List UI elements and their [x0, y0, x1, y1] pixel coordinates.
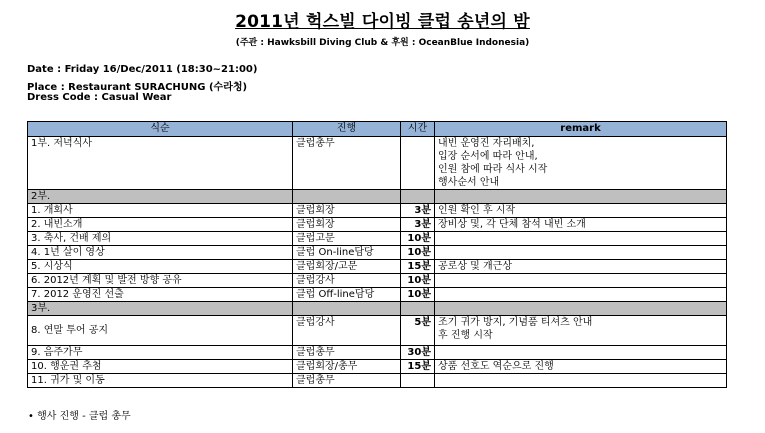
host-cell: 클럽 Off-line담당 — [293, 288, 401, 302]
item-cell: 11. 귀가 및 이동 — [28, 374, 293, 388]
item-cell: 5. 시상식 — [28, 260, 293, 274]
page-title: 2011년 헉스빌 다이빙 클럽 송년의 밤 — [235, 12, 530, 32]
time-cell: 5분 — [401, 316, 435, 346]
time-cell: 10분 — [401, 246, 435, 260]
table-row — [28, 316, 727, 346]
remark-line: 인원 참에 따라 식사 시작 — [438, 164, 548, 175]
remark-cell — [435, 374, 727, 388]
host-cell: 클럽강사 — [293, 316, 401, 346]
host-cell: 클럽회장/고문 — [293, 260, 401, 274]
table-row — [28, 218, 727, 232]
part1-time — [401, 137, 435, 190]
remark-line: 조기 귀가 방지, 기념품 티셔츠 안내 — [438, 317, 593, 328]
host-cell: 클럽총무 — [293, 374, 401, 388]
table-header-row — [28, 122, 727, 137]
host-cell: 클럽회장 — [293, 204, 401, 218]
remark-cell — [435, 246, 727, 260]
remark-cell — [435, 346, 727, 360]
time-cell: 3분 — [401, 204, 435, 218]
item-cell: 3. 축사, 건배 제의 — [28, 232, 293, 246]
remark-line: 내빈 운영진 자리배치, — [438, 138, 535, 149]
table-row — [28, 260, 727, 274]
item-cell: 6. 2012년 계획 및 발전 방향 공유 — [28, 274, 293, 288]
header-time: 시간 — [401, 122, 435, 137]
part2-label: 2부. — [28, 190, 293, 204]
host-cell: 클럽회장 — [293, 218, 401, 232]
item-cell: 9. 음주가무 — [28, 346, 293, 360]
table-row — [28, 274, 727, 288]
time-cell — [401, 374, 435, 388]
section-row-part2 — [28, 190, 727, 204]
part1-remark — [435, 137, 727, 190]
item-cell: 4. 1년 살이 영상 — [28, 246, 293, 260]
host-cell: 클럽총무 — [293, 346, 401, 360]
time-cell: 10분 — [401, 274, 435, 288]
time-cell: 10분 — [401, 232, 435, 246]
item-cell: 2. 내빈소개 — [28, 218, 293, 232]
remark-line: 행사순서 안내 — [438, 177, 500, 188]
host-cell: 클럽회장/총무 — [293, 360, 401, 374]
part3-label: 3부. — [28, 302, 293, 316]
header-host: 진행 — [293, 122, 401, 137]
table-row — [28, 360, 727, 374]
footer-note: • 행사 진행 - 클럽 총무 — [28, 411, 131, 422]
time-cell: 30분 — [401, 346, 435, 360]
table-row — [28, 246, 727, 260]
event-date: Date : Friday 16/Dec/2011 (18:30~21:00) — [27, 64, 258, 75]
item-cell: 10. 행운권 추첨 — [28, 360, 293, 374]
remark-cell — [435, 232, 727, 246]
time-cell: 10분 — [401, 288, 435, 302]
table-row — [28, 204, 727, 218]
time-cell: 3분 — [401, 218, 435, 232]
remark-cell — [435, 316, 727, 346]
time-cell: 15분 — [401, 260, 435, 274]
item-cell: 8. 연말 투어 공지 — [28, 316, 293, 346]
remark-cell: 인원 확인 후 시작 — [435, 204, 727, 218]
remark-cell — [435, 288, 727, 302]
event-place: Place : Restaurant SURACHUNG (수라청) — [27, 82, 248, 93]
host-cell: 클럽강사 — [293, 274, 401, 288]
header-order: 식순 — [28, 122, 293, 137]
remark-line: 후 진행 시작 — [438, 330, 493, 341]
table-row — [28, 232, 727, 246]
section-row-part3 — [28, 302, 727, 316]
program-table — [27, 121, 727, 388]
part1-label: 1부. 저녁식사 — [28, 137, 293, 190]
remark-cell: 상품 선호도 역순으로 진행 — [435, 360, 727, 374]
table-row — [28, 288, 727, 302]
item-cell: 7. 2012 운영진 선출 — [28, 288, 293, 302]
remark-line: 입장 순서에 따라 안내, — [438, 151, 538, 162]
remark-cell: 공로상 및 개근상 — [435, 260, 727, 274]
time-cell: 15분 — [401, 360, 435, 374]
host-cell: 클럽고문 — [293, 232, 401, 246]
item-cell: 1. 개회사 — [28, 204, 293, 218]
table-row — [28, 374, 727, 388]
page-subtitle: (주관 : Hawksbill Diving Club & 후원 : OceanBlue Indonesia) — [235, 38, 530, 48]
table-row — [28, 346, 727, 360]
dress-code: Dress Code : Casual Wear — [27, 92, 172, 103]
host-cell: 클럽 On-line담당 — [293, 246, 401, 260]
remark-cell: 장비상 및, 각 단체 참석 내빈 소개 — [435, 218, 727, 232]
table-row — [28, 137, 727, 190]
part1-host: 클럽총무 — [293, 137, 401, 190]
header-remark: remark — [435, 122, 727, 137]
remark-cell — [435, 274, 727, 288]
